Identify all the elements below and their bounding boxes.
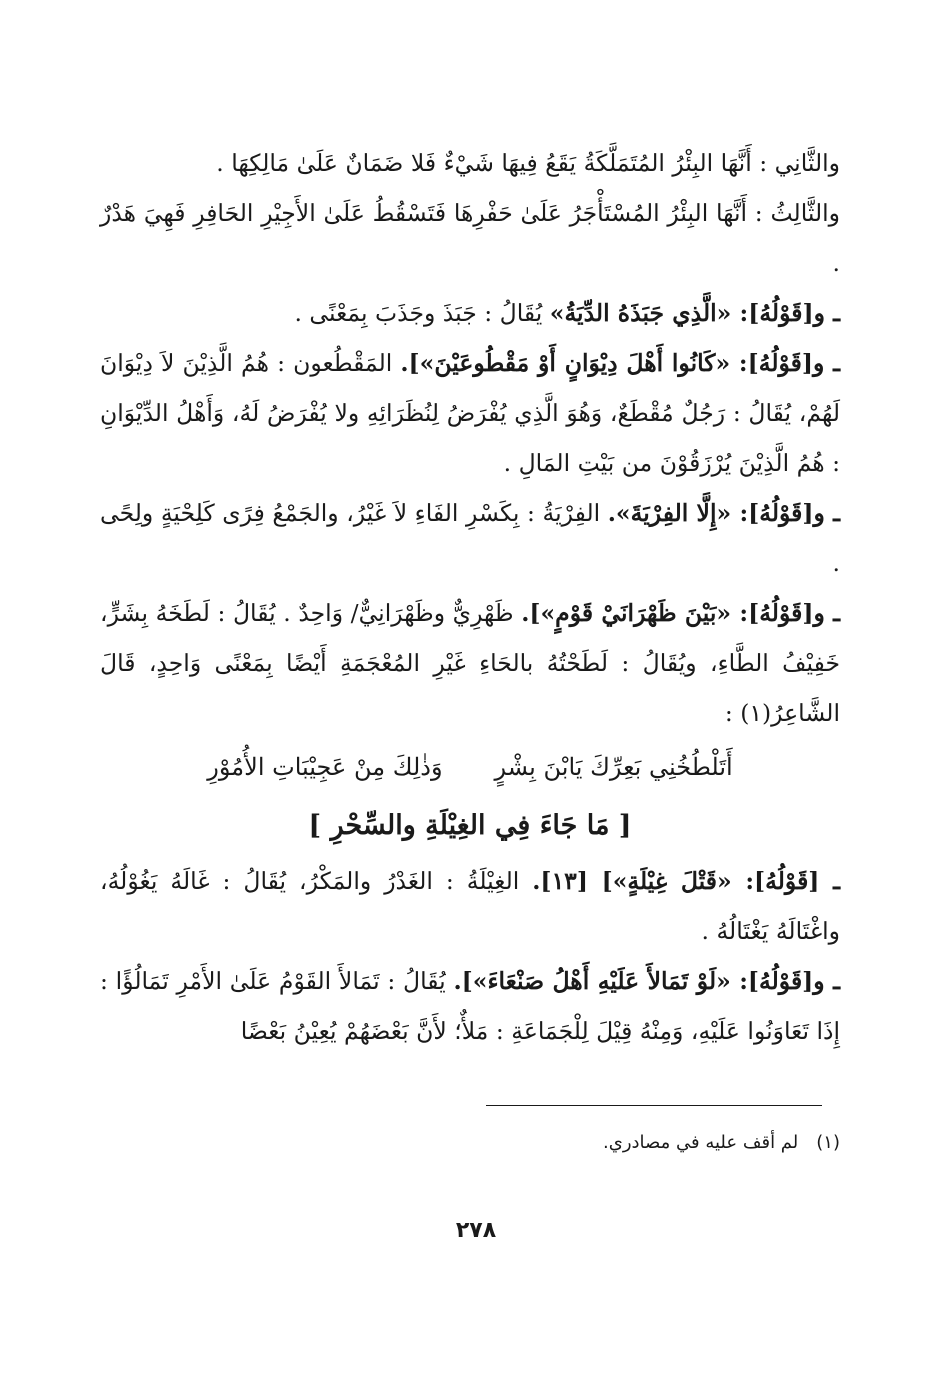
entry-gloss: ظَهْرِيٌّ وظَهْرَانِيٌّ/ وَاحِدٌ . يُقَالُ : لَطَخَهُ بِشَرٍّ، خَفِيْفُ الطَّاءِ، ويُقَالُ : لَطَحْتُهُ بالحَاءِ غَيْرِ المُعْجَمَةِ أَيْضًا بِمَعْنًى وَاحِدٍ، قَالَ الشَّاعِرُ(١) :	[100, 599, 840, 727]
entry-lemma: ـ و[قَوْلُهُ]: «بَيْنَ ظَهْرَانَيْ قَوْمٍ»].	[521, 599, 840, 627]
entry-lemma: ـ و[قَوْلُهُ]: «كَانُوا أَهْلَ دِيْوَانٍ أَوْ مَقْطُوعَيْنَ»].	[400, 349, 841, 377]
entry-lemma: ـ و[قَوْلُهُ]: «لَوْ تَمَالأَ عَلَيْهِ أَهْلُ صَنْعَاءَ»].	[453, 967, 840, 995]
entry-gloss: يُقَالُ : جَبَذَ وجَذَبَ بِمَعْنًى .	[294, 299, 550, 327]
section-heading: [ مَا جَاءَ فِي الغِيْلَةِ والسِّحْرِ ]	[308, 810, 632, 841]
page-number: ٢٧٨	[455, 1218, 497, 1243]
entry-gloss: الغِيْلَةُ : الغَدْرُ والمَكْرُ، يُقَالُ : غَالَهُ يَغُوْلُهُ، واغْتَالَهُ يَغْتَالُهُ .	[100, 867, 840, 945]
entry-zahranay	[100, 588, 840, 738]
entry-gloss: يُقَالُ : تَمَالأَ القَوْمُ عَلَىٰ الأَمْرِ تَمَالُؤًا : إِذَا تَعَاوَنُوا عَلَيْهِ، وَمِنْهُ قِيْلَ لِلْجَمَاعَةِ : مَلأٌ؛ لأَنَّ بَعْضَهُمْ يُعِيْنُ بَعْضًا	[100, 967, 840, 1045]
footnote-number: (١)	[816, 1132, 840, 1153]
entry-gloss: الفِرْيَةُ : بِكَسْرِ الفَاءِ لاَ غَيْرُ، والجَمْعُ فِرًى كَلِحْيَةٍ ولِحًى .	[100, 499, 840, 577]
entry-gloss: المَقْطُعون : هُمُ الَّذِيْنَ لاَ دِيْوَانَ لَهُمْ، يُقَالُ : رَجُلٌ مُقْطَعٌ، وَهُوَ الَّذِي يُفْرَضُ لِنُظَرَائِهِ ولا يُفْرَضُ لَهُ، وَأَهْلُ الدِّيْوَانِ : هُمُ الَّذِيْنَ يُرْزَقُوْنَ من بَيْتِ المَالِ .	[100, 349, 840, 477]
poem-second-hemistich: وَذٰلِكَ مِنْ عَجِيْبَاتِ الأُمُوْرِ	[207, 753, 443, 781]
main-text	[100, 138, 840, 1056]
paragraph-text: والثَّالِثُ : أَنَّهَا البِئْرُ المُسْتَأْجَرُ عَلَىٰ حَفْرِهَا فَتَسْقُطُ عَلَىٰ الأَجِيْرِ الحَافِرِ فَهِيَ هَدْرٌ .	[100, 199, 840, 277]
footnote-divider	[486, 1105, 822, 1106]
entry-lemma: ـ [قَوْلُهُ]: «قَتْلَ غِيْلَةٍ»] [١٣].	[532, 867, 840, 895]
footnote	[603, 1128, 840, 1158]
entry-jabadhahu	[100, 288, 840, 338]
entry-lemma: ـ و[قَوْلُهُ]: «الَّذِي جَبَذَهُ الدِّيَةُ»	[549, 299, 840, 327]
paragraph-second-meaning	[100, 138, 840, 188]
entry-diwan	[100, 338, 840, 488]
paragraph-third-meaning	[100, 188, 840, 288]
entry-ghilah	[100, 856, 840, 956]
paragraph-text: والثَّانِي : أَنَّهَا البِئْرُ المُتَمَلَّكَةُ يَقَعُ فِيهَا شَيْءٌ فَلا ضَمَانٌ عَلَىٰ مَالِكِهَا .	[216, 149, 840, 177]
entry-firyah	[100, 488, 840, 588]
entry-lemma: ـ و[قَوْلُهُ]: «إِلَّا الفِرْيَةَ».	[607, 499, 840, 527]
poem-first-hemistich: أَتَلْطُخُنِي بَعِرِّكَ يَابْنَ بِشْرٍ	[494, 753, 733, 781]
poem-verse	[100, 738, 840, 796]
footnote-text: لم أقف عليه في مصادري.	[603, 1132, 799, 1153]
entry-tamala	[100, 956, 840, 1056]
